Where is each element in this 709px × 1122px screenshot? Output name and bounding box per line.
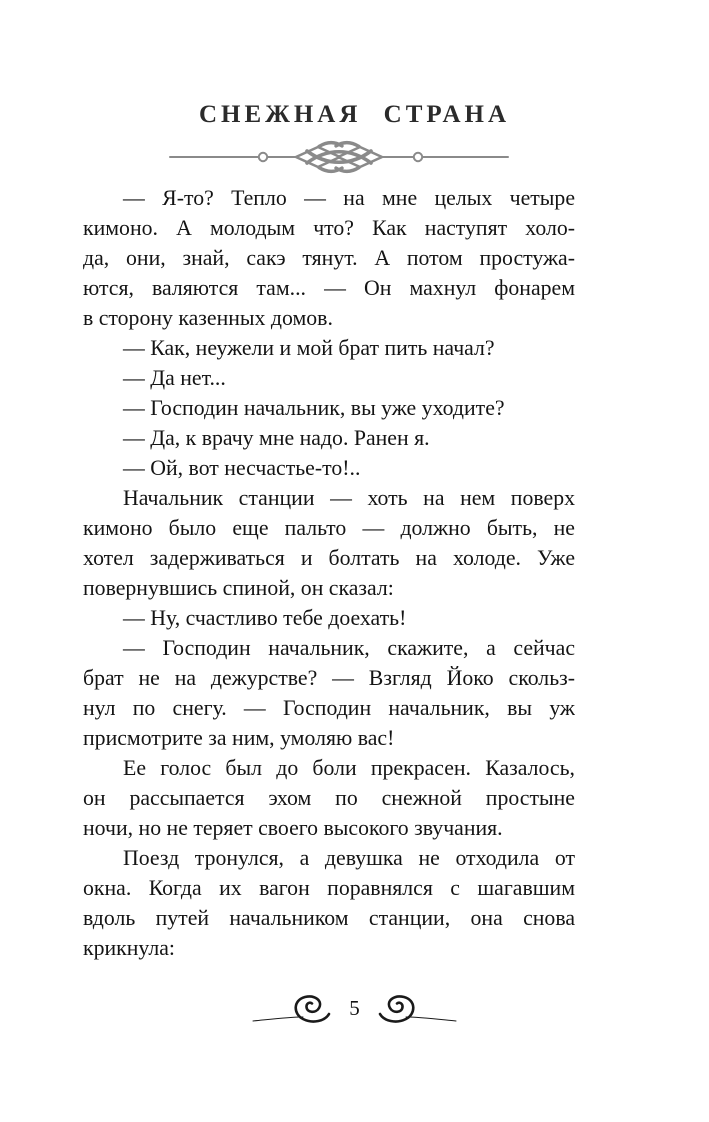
text-line: да, они, знай, сакэ тянут. А потом простужа- xyxy=(83,246,575,270)
paragraph xyxy=(83,423,575,453)
text-line: Начальник станции — хоть на нем поверх xyxy=(123,486,575,510)
text-line: вдоль путей начальником станции, она снова xyxy=(83,906,575,930)
paragraph xyxy=(83,183,575,333)
text-line: нул по снегу. — Господин начальник, вы уж xyxy=(83,696,575,720)
paragraph xyxy=(83,453,575,483)
text-line: крикнула: xyxy=(83,936,175,960)
page-number: 5 xyxy=(349,995,360,1020)
text-line: ются, валяются там... — Он махнул фонарем xyxy=(83,276,575,300)
paragraph xyxy=(83,333,575,363)
text-line: — Да нет... xyxy=(123,366,226,390)
text-line: ночи, но не теряет своего высокого звучания. xyxy=(83,816,503,840)
text-line: повернувшись спиной, он сказал: xyxy=(83,576,394,600)
text-line: — Я-то? Тепло — на мне целых четыре xyxy=(123,186,575,210)
paragraph xyxy=(83,843,575,963)
book-text xyxy=(83,183,575,963)
paragraph xyxy=(83,753,575,843)
flourish-right-icon xyxy=(378,994,458,1028)
paragraph xyxy=(83,393,575,423)
text-line: — Господин начальник, скажите, а сейчас xyxy=(123,636,575,660)
flourish-left-icon xyxy=(251,994,331,1028)
text-line: он рассыпается эхом по снежной простыне xyxy=(83,786,575,810)
text-line: — Да, к врачу мне надо. Ранен я. xyxy=(123,426,430,450)
paragraph xyxy=(83,363,575,393)
text-line: — Ну, счастливо тебе доехать! xyxy=(123,606,407,630)
text-line: кимоно. А молодым что? Как наступят холо- xyxy=(83,216,575,240)
text-line: брат не на дежурстве? — Взгляд Йоко скольз- xyxy=(83,666,575,690)
text-line: кимоно было еще пальто — должно быть, не xyxy=(83,516,575,540)
paragraph xyxy=(83,483,575,603)
page-footer xyxy=(0,988,709,1034)
text-line: — Господин начальник, вы уже уходите? xyxy=(123,396,505,420)
text-line: — Ой, вот несчастье-то!.. xyxy=(123,456,361,480)
text-line: в сторону казенных домов. xyxy=(83,306,333,330)
text-line: Поезд тронулся, а девушка не отходила от xyxy=(123,846,575,870)
text-line: присмотрите за ним, умоляю вас! xyxy=(83,726,395,750)
divider-ornament-icon xyxy=(169,140,509,174)
paragraph xyxy=(83,603,575,633)
text-line: хотел задерживаться и болтать на холоде. Уже xyxy=(83,546,575,570)
text-line: — Как, неужели и мой брат пить начал? xyxy=(123,336,495,360)
page-title: СНЕЖНАЯ СТРАНА xyxy=(198,101,511,128)
text-line: окна. Когда их вагон поравнялся с шагавшим xyxy=(83,876,575,900)
paragraph xyxy=(83,633,575,753)
text-line: Ее голос был до боли прекрасен. Казалось, xyxy=(123,756,575,780)
